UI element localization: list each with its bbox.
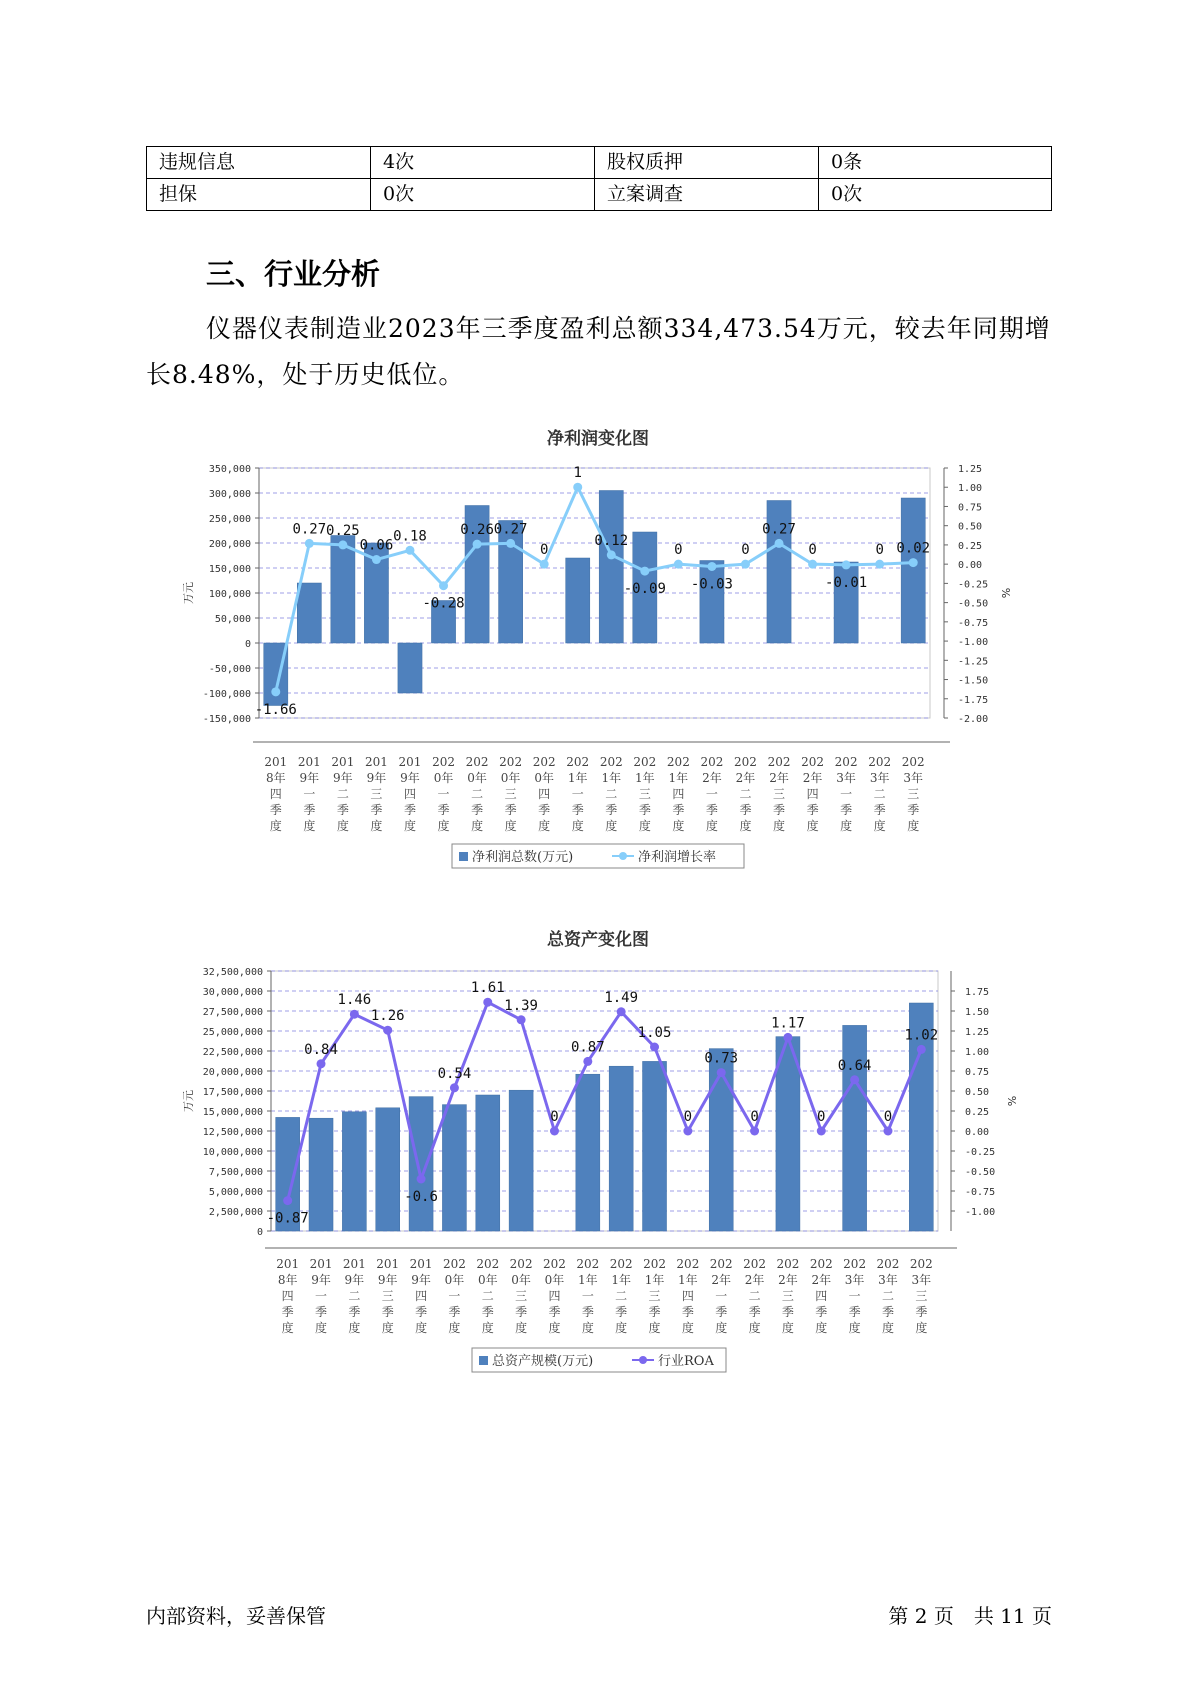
y-tick-label: 200,000 bbox=[208, 539, 251, 550]
y2-tick-label: 0.00 bbox=[958, 560, 983, 572]
data-label: 0.84 bbox=[304, 1041, 338, 1058]
y-tick-label: 30,000,000 bbox=[202, 987, 263, 998]
analysis-paragraph: 仪器仪表制造业2023年三季度盈利总额334,473.54万元，较去年同期增长8.48%，处于历史低位。 bbox=[146, 314, 1051, 389]
data-point bbox=[917, 1045, 926, 1054]
y-tick-label: 250,000 bbox=[208, 514, 251, 525]
x-tick-label: 202 1年三季度 bbox=[633, 755, 657, 833]
table-cell: 立案调查 bbox=[595, 179, 819, 211]
data-point bbox=[842, 560, 851, 569]
footer-note: 内部资料，妥善保管 bbox=[146, 1604, 326, 1628]
y2-tick-label: -0.50 bbox=[958, 598, 989, 610]
y2-tick-label: 0.75 bbox=[965, 1067, 990, 1078]
y2-tick-label: -1.00 bbox=[958, 637, 989, 649]
legend-line-marker bbox=[619, 852, 627, 860]
data-label: 0 bbox=[550, 1109, 559, 1125]
data-point bbox=[417, 1175, 426, 1184]
bar bbox=[297, 583, 321, 643]
x-tick-label: 202 3年二季度 bbox=[868, 755, 892, 833]
data-point bbox=[372, 555, 381, 564]
x-tick-label: 202 1年四季度 bbox=[676, 1257, 700, 1335]
y-tick-label: 0 bbox=[244, 639, 251, 650]
y2-tick-label: 1.25 bbox=[965, 1027, 990, 1038]
y2-tick-label: 0.50 bbox=[965, 1087, 990, 1098]
y2-tick-label: -0.50 bbox=[965, 1167, 996, 1178]
legend bbox=[472, 1348, 726, 1372]
chart-title: 净利润变化图 bbox=[547, 429, 649, 449]
x-tick-label: 202 3年二季度 bbox=[876, 1257, 900, 1335]
data-point bbox=[305, 539, 314, 548]
legend-label: 总资产规模(万元) bbox=[492, 1354, 594, 1369]
legend-label: 净利润增长率 bbox=[638, 850, 717, 865]
bar bbox=[342, 1112, 366, 1231]
bar bbox=[643, 1061, 667, 1231]
y-tick-label: 22,500,000 bbox=[202, 1047, 263, 1058]
data-label: 0 bbox=[750, 1109, 759, 1125]
y2-tick-label: 1.75 bbox=[965, 987, 990, 998]
data-point bbox=[817, 1127, 826, 1136]
data-label: 0.25 bbox=[326, 522, 360, 539]
data-label: 0.06 bbox=[359, 537, 394, 554]
y-tick-label: 20,000,000 bbox=[202, 1067, 263, 1078]
data-label: 0 bbox=[741, 542, 750, 559]
data-label: -0.87 bbox=[266, 1210, 309, 1227]
x-tick-label: 202 0年一季度 bbox=[432, 755, 455, 833]
data-point bbox=[909, 558, 918, 567]
x-tick-label: 202 3年三季度 bbox=[909, 1257, 933, 1335]
data-label: 0 bbox=[674, 542, 683, 559]
data-point bbox=[674, 560, 683, 569]
y2-tick-label: 1.00 bbox=[965, 1047, 990, 1058]
data-point bbox=[405, 546, 414, 555]
y-tick-label: 50,000 bbox=[214, 614, 251, 625]
bar bbox=[309, 1118, 333, 1231]
data-point bbox=[707, 562, 716, 571]
bar bbox=[476, 1095, 500, 1231]
data-point bbox=[517, 1015, 526, 1024]
data-label: 0.54 bbox=[437, 1065, 472, 1082]
table-cell: 股权质押 bbox=[595, 147, 819, 179]
y-tick-label: 15,000,000 bbox=[202, 1107, 263, 1118]
x-tick-label: 202 1年一季度 bbox=[566, 755, 590, 833]
data-point bbox=[683, 1127, 692, 1136]
x-tick-label: 201 9年三季度 bbox=[364, 755, 388, 833]
legend-bar-swatch bbox=[479, 1356, 488, 1365]
data-point bbox=[583, 1057, 592, 1066]
data-point bbox=[650, 1043, 659, 1052]
y-tick-label: 100,000 bbox=[208, 589, 251, 600]
data-point bbox=[783, 1033, 792, 1042]
data-point bbox=[550, 1127, 559, 1136]
data-label: 0.64 bbox=[837, 1057, 872, 1074]
data-label: 0.27 bbox=[292, 521, 327, 538]
y2-tick-label: 1.50 bbox=[965, 1007, 990, 1018]
data-point bbox=[473, 540, 482, 549]
data-point bbox=[850, 1075, 859, 1084]
profit-chart bbox=[0, 420, 1191, 880]
data-label: 0.27 bbox=[762, 521, 796, 538]
y2-tick-label: 0.50 bbox=[958, 521, 983, 533]
bar bbox=[843, 1025, 867, 1231]
data-point bbox=[808, 560, 817, 569]
data-point bbox=[383, 1026, 392, 1035]
legend bbox=[452, 844, 744, 868]
x-tick-label: 202 2年一季度 bbox=[709, 1257, 733, 1335]
data-point bbox=[317, 1059, 326, 1068]
data-point bbox=[617, 1007, 626, 1016]
y2-tick-label: -1.00 bbox=[965, 1207, 996, 1218]
y2-tick-label: -0.75 bbox=[958, 617, 989, 629]
y2-tick-label: -0.25 bbox=[958, 579, 989, 591]
data-label: 0 bbox=[808, 542, 817, 559]
bar bbox=[776, 1037, 800, 1231]
data-label: 1.17 bbox=[771, 1015, 805, 1032]
data-point bbox=[283, 1196, 292, 1205]
y2-tick-label: 0.75 bbox=[958, 502, 983, 514]
y2-tick-label: 1.00 bbox=[958, 483, 983, 495]
legend-label: 净利润总数(万元) bbox=[472, 850, 574, 865]
data-label: 0.26 bbox=[460, 522, 494, 539]
data-label: 1.02 bbox=[904, 1027, 939, 1044]
x-tick-label: 202 3年三季度 bbox=[901, 755, 925, 833]
x-tick-label: 202 2年四季度 bbox=[809, 1257, 833, 1335]
x-tick-label: 202 0年四季度 bbox=[532, 755, 556, 833]
table-row bbox=[147, 179, 1052, 211]
page-number: 第 2 页 共 11 页 bbox=[888, 1604, 1052, 1628]
data-point bbox=[640, 567, 649, 576]
x-tick-label: 201 9年四季度 bbox=[398, 755, 422, 833]
y-tick-label: 27,500,000 bbox=[202, 1007, 263, 1018]
y-tick-label: 0 bbox=[256, 1227, 263, 1238]
data-point bbox=[450, 1083, 459, 1092]
y-tick-label: 150,000 bbox=[208, 564, 251, 575]
bar bbox=[599, 491, 623, 644]
section-title: 三、行业分析 bbox=[206, 257, 381, 291]
y2-tick-label: -1.75 bbox=[958, 694, 989, 706]
y2-tick-label: 0.25 bbox=[958, 540, 983, 552]
legend-bar-swatch bbox=[459, 852, 468, 861]
y-axis-title: 万元 bbox=[182, 582, 195, 604]
y2-axis-title: % bbox=[1005, 1095, 1018, 1107]
bar bbox=[700, 561, 724, 644]
x-tick-label: 202 1年二季度 bbox=[599, 755, 623, 833]
table-cell: 0条 bbox=[819, 147, 1052, 179]
y2-tick-label: 1.25 bbox=[958, 464, 983, 475]
x-tick-label: 202 0年四季度 bbox=[543, 1257, 566, 1335]
x-tick-label: 202 0年一季度 bbox=[442, 1257, 466, 1335]
y-tick-label: 2,500,000 bbox=[208, 1207, 263, 1218]
x-tick-label: 201 9年三季度 bbox=[376, 1257, 400, 1335]
x-tick-label: 202 1年四季度 bbox=[666, 755, 690, 833]
x-tick-label: 202 0年二季度 bbox=[476, 1257, 500, 1335]
data-point bbox=[506, 539, 515, 548]
data-label: 0.12 bbox=[594, 532, 629, 549]
y-tick-label: 350,000 bbox=[208, 464, 251, 475]
y-tick-label: 25,000,000 bbox=[202, 1027, 263, 1038]
data-point bbox=[741, 560, 750, 569]
x-tick-label: 201 9年一季度 bbox=[297, 755, 321, 833]
data-label: -0.09 bbox=[623, 581, 666, 598]
data-point bbox=[271, 687, 280, 696]
x-tick-label: 201 8年四季度 bbox=[264, 755, 288, 833]
bar bbox=[901, 498, 925, 643]
data-label: 1 bbox=[573, 465, 582, 482]
data-label: 1.26 bbox=[370, 1008, 405, 1025]
data-point bbox=[875, 560, 884, 569]
table-cell: 4次 bbox=[371, 147, 595, 179]
x-tick-label: 202 0年三季度 bbox=[509, 1257, 533, 1335]
data-label: 0 bbox=[817, 1109, 826, 1125]
y-tick-label: -50,000 bbox=[208, 664, 251, 675]
x-tick-label: 202 0年三季度 bbox=[499, 755, 523, 833]
y2-tick-label: 0.00 bbox=[965, 1127, 990, 1138]
x-tick-label: 202 2年二季度 bbox=[734, 755, 757, 833]
x-tick-label: 202 2年四季度 bbox=[801, 755, 825, 833]
data-label: 0.87 bbox=[570, 1039, 605, 1056]
data-label: -0.03 bbox=[690, 576, 734, 593]
y-tick-label: 32,500,000 bbox=[202, 967, 263, 978]
y2-tick-label: -1.25 bbox=[958, 656, 989, 668]
x-tick-label: 202 3年一季度 bbox=[834, 755, 858, 833]
data-point bbox=[540, 560, 549, 569]
bar bbox=[509, 1090, 533, 1231]
data-label: 0.27 bbox=[493, 521, 528, 538]
y-tick-label: -150,000 bbox=[202, 714, 251, 725]
chart-svg bbox=[0, 917, 1191, 1387]
data-point bbox=[483, 998, 492, 1007]
data-point bbox=[338, 540, 347, 549]
data-label: 0.18 bbox=[393, 528, 427, 545]
data-point bbox=[775, 539, 784, 548]
y-tick-label: 17,500,000 bbox=[202, 1087, 263, 1098]
y-tick-label: 10,000,000 bbox=[202, 1147, 263, 1158]
data-label: 1.61 bbox=[470, 980, 505, 997]
data-label: 1.46 bbox=[337, 992, 372, 1009]
y2-tick-label: -1.50 bbox=[958, 675, 989, 687]
data-label: 0 bbox=[883, 1109, 893, 1125]
data-point bbox=[717, 1068, 726, 1077]
data-label: 0 bbox=[539, 542, 549, 559]
data-label: -1.66 bbox=[254, 701, 297, 718]
x-tick-label: 202 2年一季度 bbox=[700, 755, 724, 833]
legend-label: 行业ROA bbox=[658, 1354, 714, 1369]
y2-tick-label: -0.75 bbox=[965, 1187, 996, 1198]
data-point bbox=[607, 550, 616, 559]
data-label: 0.02 bbox=[896, 540, 931, 557]
x-tick-label: 201 9年一季度 bbox=[309, 1257, 333, 1335]
table-cell: 0次 bbox=[819, 179, 1052, 211]
table-cell: 违规信息 bbox=[147, 147, 371, 179]
x-tick-label: 201 9年二季度 bbox=[331, 755, 355, 833]
x-tick-label: 201 8年四季度 bbox=[276, 1257, 300, 1335]
y-tick-label: 12,500,000 bbox=[202, 1127, 263, 1138]
x-tick-label: 202 2年二季度 bbox=[743, 1257, 767, 1335]
data-label: -0.01 bbox=[825, 574, 868, 591]
bar bbox=[331, 536, 355, 644]
bar bbox=[442, 1105, 466, 1231]
data-point bbox=[750, 1127, 759, 1136]
x-tick-label: 202 0年二季度 bbox=[465, 755, 489, 833]
y2-axis-title: % bbox=[999, 587, 1012, 599]
bar bbox=[398, 643, 422, 693]
bar bbox=[576, 1074, 600, 1231]
y2-tick-label: -0.25 bbox=[965, 1147, 996, 1158]
data-label: 0 bbox=[683, 1109, 693, 1125]
data-label: 0 bbox=[875, 542, 884, 559]
bar bbox=[376, 1108, 400, 1231]
x-tick-label: 201 9年四季度 bbox=[409, 1257, 433, 1335]
x-tick-label: 202 3年一季度 bbox=[843, 1257, 867, 1335]
data-label: -0.28 bbox=[422, 595, 465, 612]
data-point bbox=[439, 581, 448, 590]
y2-tick-label: -2.00 bbox=[958, 714, 989, 725]
data-label: -0.6 bbox=[404, 1189, 438, 1205]
data-label: 1.39 bbox=[504, 997, 538, 1014]
x-tick-label: 202 2年三季度 bbox=[776, 1257, 800, 1335]
data-label: 1.05 bbox=[637, 1025, 672, 1041]
data-point bbox=[350, 1010, 359, 1019]
x-tick-label: 202 1年二季度 bbox=[609, 1257, 633, 1335]
x-tick-label: 202 1年三季度 bbox=[643, 1257, 666, 1335]
bar bbox=[609, 1066, 633, 1231]
bar bbox=[499, 521, 523, 644]
x-tick-label: 202 1年一季度 bbox=[576, 1257, 600, 1335]
table-cell: 0次 bbox=[371, 179, 595, 211]
data-label: 1.49 bbox=[604, 989, 639, 1006]
chart-svg bbox=[0, 420, 1191, 880]
y-tick-label: 300,000 bbox=[208, 489, 251, 500]
info-table bbox=[146, 146, 1052, 211]
data-point bbox=[883, 1127, 892, 1136]
bar bbox=[566, 558, 590, 643]
x-tick-label: 201 9年二季度 bbox=[342, 1257, 366, 1335]
chart-title: 总资产变化图 bbox=[547, 930, 649, 950]
y2-tick-label: 0.25 bbox=[965, 1107, 990, 1118]
bar bbox=[409, 1097, 433, 1231]
table-row bbox=[147, 147, 1052, 179]
y-tick-label: 7,500,000 bbox=[208, 1167, 263, 1178]
asset-chart bbox=[0, 917, 1191, 1387]
legend-line-marker bbox=[639, 1356, 647, 1364]
y-tick-label: 5,000,000 bbox=[208, 1187, 263, 1198]
data-point bbox=[573, 483, 582, 492]
data-label: 0.73 bbox=[704, 1050, 739, 1067]
y-tick-label: -100,000 bbox=[202, 689, 251, 700]
y-axis-title: 万元 bbox=[182, 1090, 195, 1112]
x-tick-label: 202 2年三季度 bbox=[767, 755, 791, 833]
table-cell: 担保 bbox=[147, 179, 371, 211]
